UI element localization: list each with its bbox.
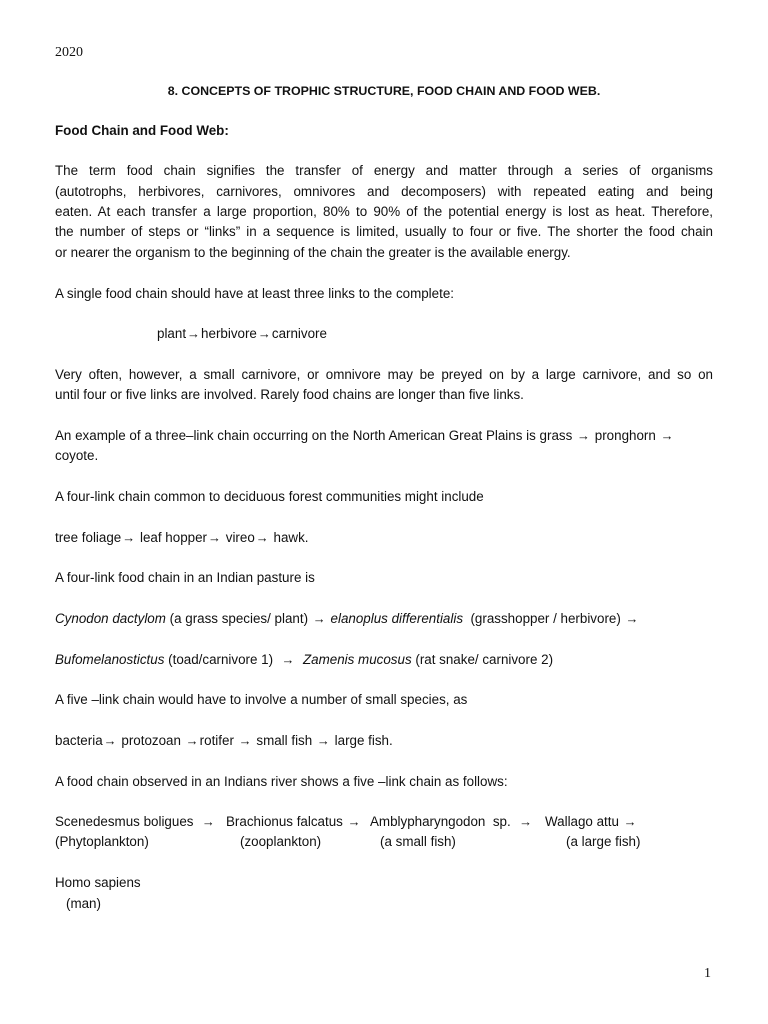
chain-item: herbivore [201,326,257,341]
species-name: Bufomelanostictus [55,652,165,667]
section-heading: Food Chain and Food Web: [55,123,229,138]
arrow-icon: → [257,326,271,341]
chain-item: large fish. [334,733,393,748]
page-title: 8. CONCEPTS OF TROPHIC STRUCTURE, FOOD CHAIN AND FOOD WEB. [167,84,601,98]
forest-chain [55,528,713,548]
arrow-icon: → [623,814,637,829]
arrow-icon: → [201,814,215,829]
arrow-icon: → [347,814,361,829]
three-link-example: An example of a three–link chain occurring on the North American Great Plains is grass → pronghorn → [55,428,674,443]
five-link-chain [55,731,713,751]
three-link-end: coyote. [55,448,99,463]
species-name: Zamenis mucosus [302,652,412,667]
single-chain-intro: A single food chain should have at least three links to the complete: [55,286,454,301]
pasture-intro: A four-link food chain in an Indian pasture is [55,570,315,585]
arrow-icon: → [185,733,199,748]
arrow-icon: → [577,428,591,443]
arrow-icon: → [208,530,222,545]
river-role-4: (a large fish) [566,834,641,849]
paragraph-1-line: the number of steps or “links” in a sequence is limited, usually to four or five. The shorter the food chain [55,224,713,239]
paragraph-1-line: (autotrophs, herbivores, carnivores, omnivores and decomposers) with repeated eating and being [55,184,713,199]
arrow-icon: → [255,530,269,545]
arrow-icon: → [660,428,674,443]
river-species-2: Brachionus falcatus → [226,814,361,829]
river-last-role: (man) [66,896,101,911]
chain-item: tree foliage [55,530,122,545]
arrow-icon: → [316,733,330,748]
paragraph-1-line: or nearer the organism to the beginning of the chain the greater is the available energy. [55,245,571,260]
pasture-chain-line-1: Cynodon dactylom (a grass species/ plant) → elanoplus differentialis (grasshopper / herbivore) → [55,611,639,626]
species-name: elanoplus differentialis [330,611,464,626]
chain-item: bacteria [55,733,103,748]
river-species-3: Amblypharyngodon sp. → [370,814,533,829]
page-number: 1 [704,966,711,981]
paragraph-2-line: until four or five links are involved. Rarely food chains are longer than five links. [55,387,524,402]
arrow-icon: → [103,733,117,748]
arrow-icon: → [519,814,533,829]
chain-item: plant [157,326,187,341]
chain-item: leaf hopper [140,530,208,545]
river-last-species: Homo sapiens [55,875,141,890]
river-role-1: (Phytoplankton) [55,834,149,849]
river-role-2: (zooplankton) [240,834,322,849]
forest-chain-intro: A four-link chain common to deciduous forest communities might include [55,489,484,504]
chain-item: small fish [256,733,313,748]
chain-item: hawk. [273,530,309,545]
pasture-chain-line-2: Bufomelanostictus (toad/carnivore 1) → Zamenis mucosus (rat snake/ carnivore 2) [55,652,554,667]
species-name: Cynodon dactylom [55,611,166,626]
arrow-icon: → [122,530,136,545]
river-species-4: Wallago attu → [545,814,637,829]
paragraph-2-line: Very often, however, a small carnivore, or omnivore may be preyed on by a large carnivore, and so on [55,367,713,382]
arrow-icon: → [281,652,295,667]
simple-chain [157,324,327,344]
chain-item: protozoan [121,733,181,748]
arrow-icon: → [625,611,639,626]
paragraph-1-line: The term food chain signifies the transfer of energy and matter through a series of organisms [55,163,713,178]
chain-item: vireo [225,530,255,545]
river-intro: A food chain observed in an Indians river shows a five –link chain as follows: [55,774,508,789]
five-link-intro: A five –link chain would have to involve a number of small species, as [55,692,468,707]
arrow-icon: → [187,326,201,341]
header-year: 2020 [55,45,83,60]
river-species-1: Scenedesmus boligues → [55,814,215,829]
chain-item: carnivore [271,326,327,341]
river-role-3: (a small fish) [380,834,456,849]
chain-item: rotifer [199,733,234,748]
arrow-icon: → [312,611,326,626]
paragraph-1-line: eaten. At each transfer a large proportion, 80% to 90% of the potential energy is lost as heat. Therefore, [55,204,713,219]
arrow-icon: → [238,733,252,748]
